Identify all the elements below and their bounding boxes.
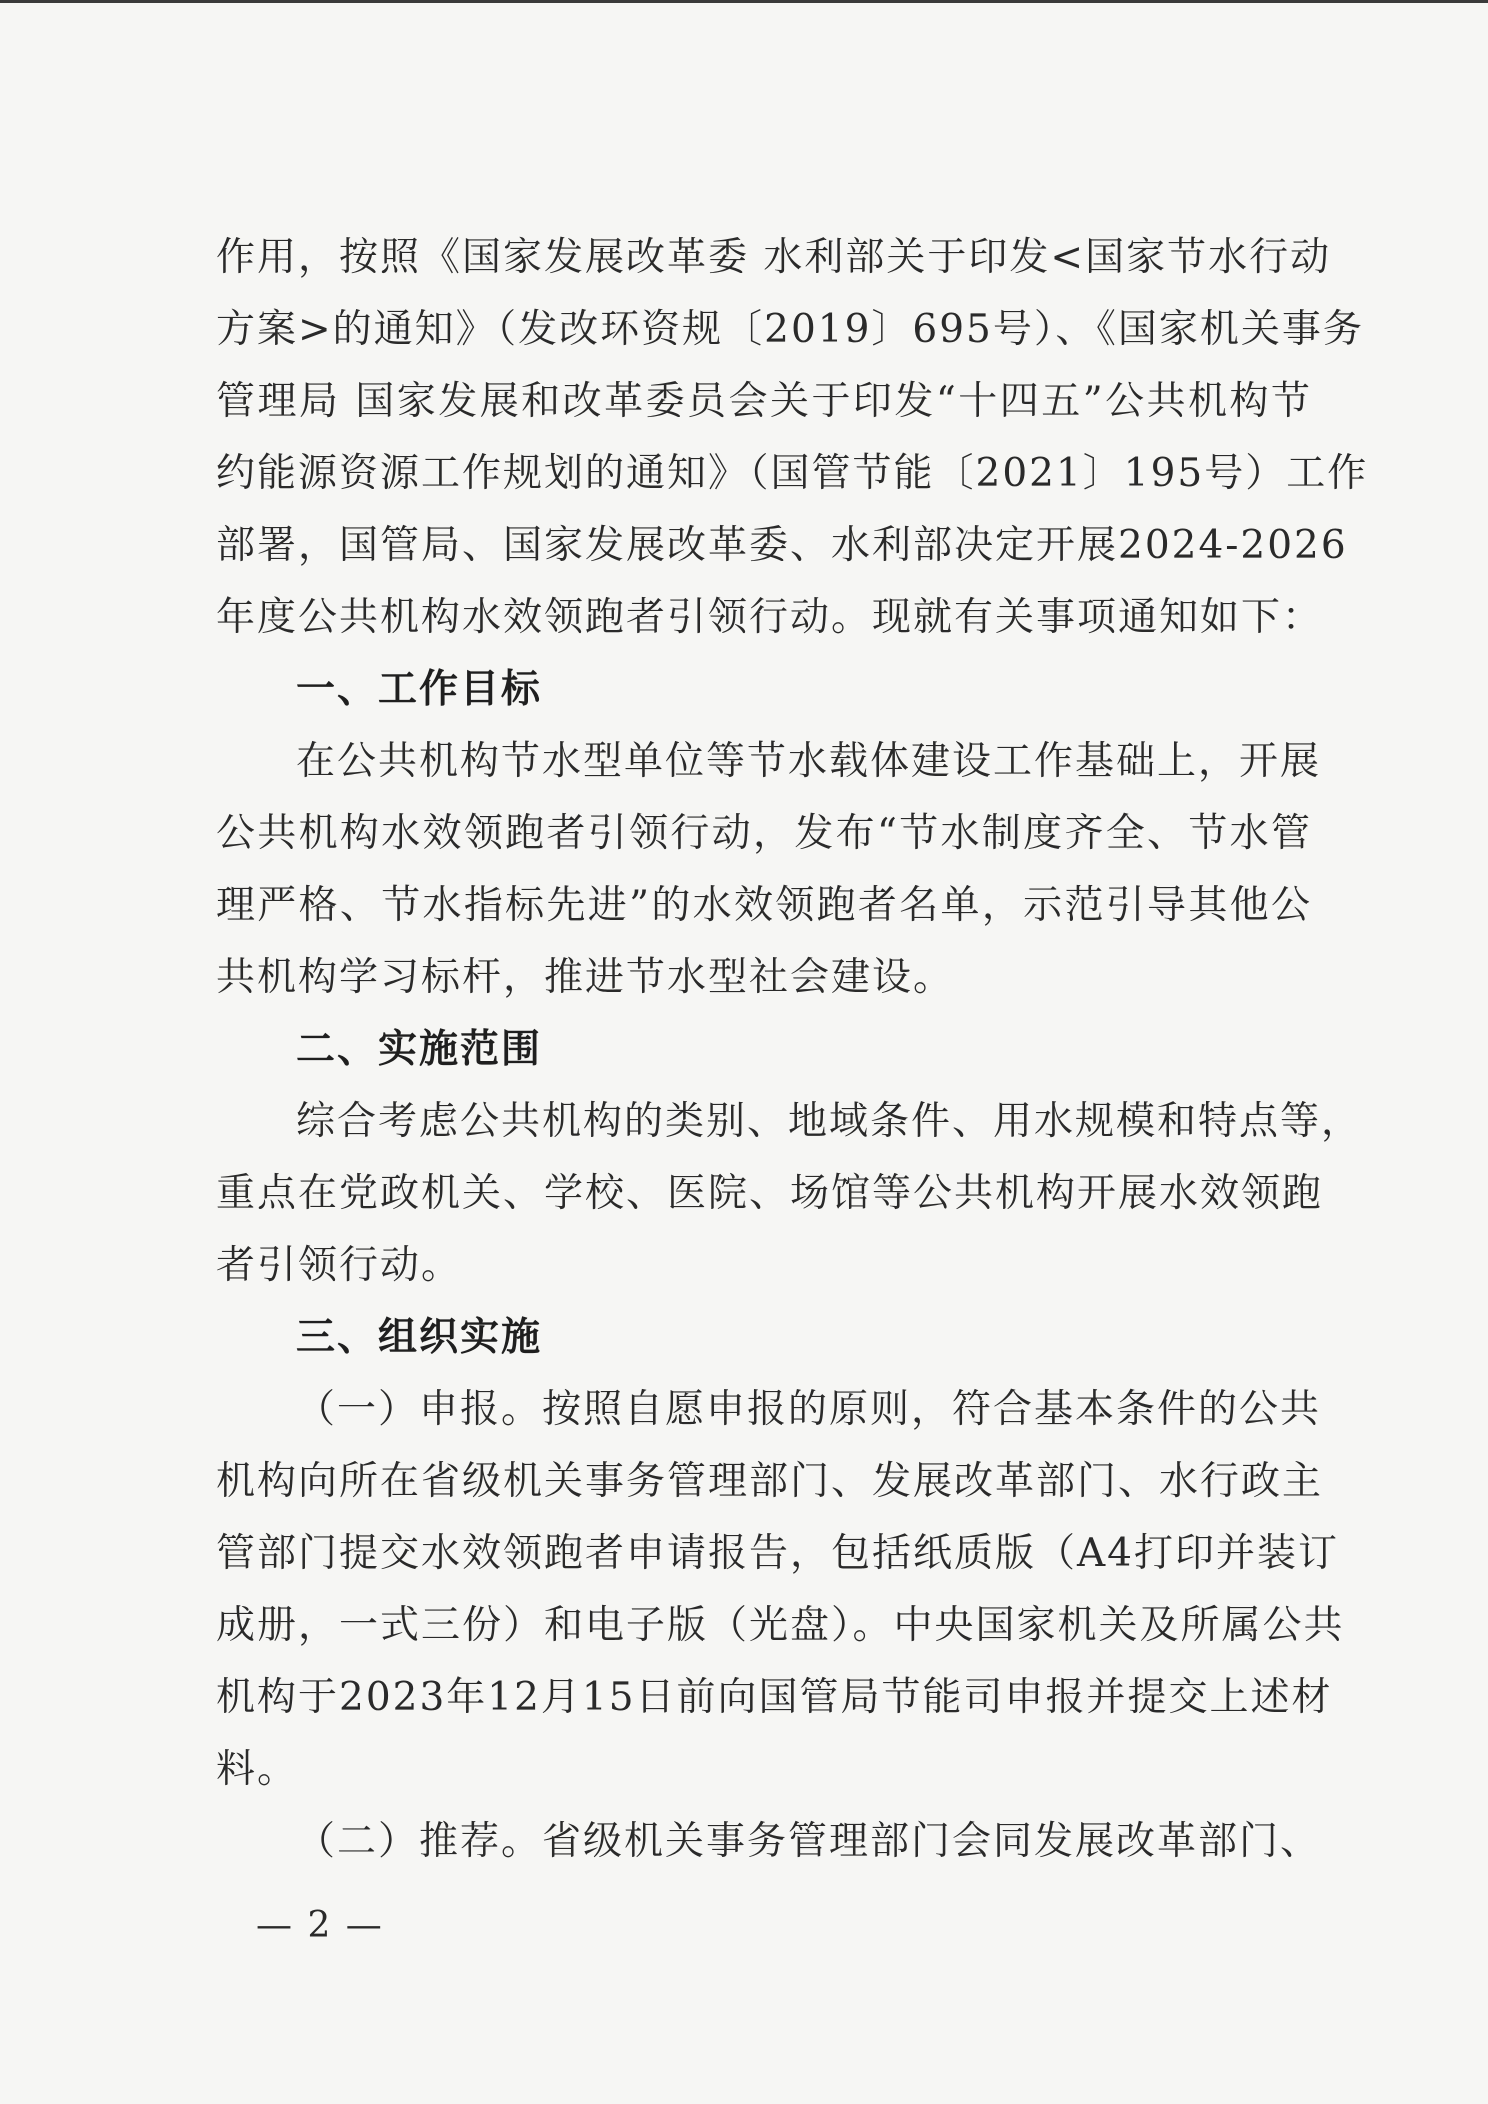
document-body xyxy=(216,222,1369,1878)
body-line: 年度公共机构水效领跑者引领行动。现就有关事项通知如下： xyxy=(216,595,1324,640)
body-line: 约能源资源工作规划的通知》（国管节能〔2021〕195号）工作 xyxy=(216,451,1369,496)
body-line: （二）推荐。省级机关事务管理部门会同发展改革部门、 xyxy=(296,1819,1322,1864)
body-line: 理严格、节水指标先进”的水效领跑者名单，示范引导其他公 xyxy=(216,883,1312,928)
scan-top-edge xyxy=(0,0,1488,3)
page-number: — 2 — xyxy=(256,1905,384,1946)
section-heading-scope: 二、实施范围 xyxy=(296,1027,543,1072)
body-line: 在公共机构节水型单位等节水载体建设工作基础上，开展 xyxy=(296,739,1322,784)
body-line: 重点在党政机关、学校、医院、场馆等公共机构开展水效领跑 xyxy=(216,1171,1324,1216)
body-line: 公共机构水效领跑者引领行动，发布“节水制度齐全、节水管 xyxy=(216,811,1312,856)
body-line: （一）申报。按照自愿申报的原则，符合基本条件的公共 xyxy=(296,1387,1322,1432)
body-line: 方案>的通知》（发改环资规〔2019〕695号）、《国家机关事务 xyxy=(216,307,1364,352)
body-line: 管部门提交水效领跑者申请报告，包括纸质版（A4打印并装订 xyxy=(216,1531,1339,1576)
body-line: 者引领行动。 xyxy=(216,1243,463,1288)
section-heading-implementation: 三、组织实施 xyxy=(296,1315,543,1360)
body-line: 机构于2023年12月15日前向国管局节能司申报并提交上述材 xyxy=(216,1675,1333,1720)
body-line: 综合考虑公共机构的类别、地域条件、用水规模和特点等， xyxy=(296,1099,1363,1144)
body-line: 成册，一式三份）和电子版（光盘）。中央国家机关及所属公共 xyxy=(216,1603,1345,1648)
body-line: 共机构学习标杆，推进节水型社会建设。 xyxy=(216,955,955,1000)
body-line: 机构向所在省级机关事务管理部门、发展改革部门、水行政主 xyxy=(216,1459,1324,1504)
body-line: 管理局 国家发展和改革委员会关于印发“十四五”公共机构节 xyxy=(216,379,1312,424)
body-line: 料。 xyxy=(216,1747,299,1792)
section-heading-work-goals: 一、工作目标 xyxy=(296,667,543,712)
body-line: 作用，按照《国家发展改革委 水利部关于印发<国家节水行动 xyxy=(216,235,1332,280)
body-line: 部署，国管局、国家发展改革委、水利部决定开展2024-2026 xyxy=(216,523,1348,568)
